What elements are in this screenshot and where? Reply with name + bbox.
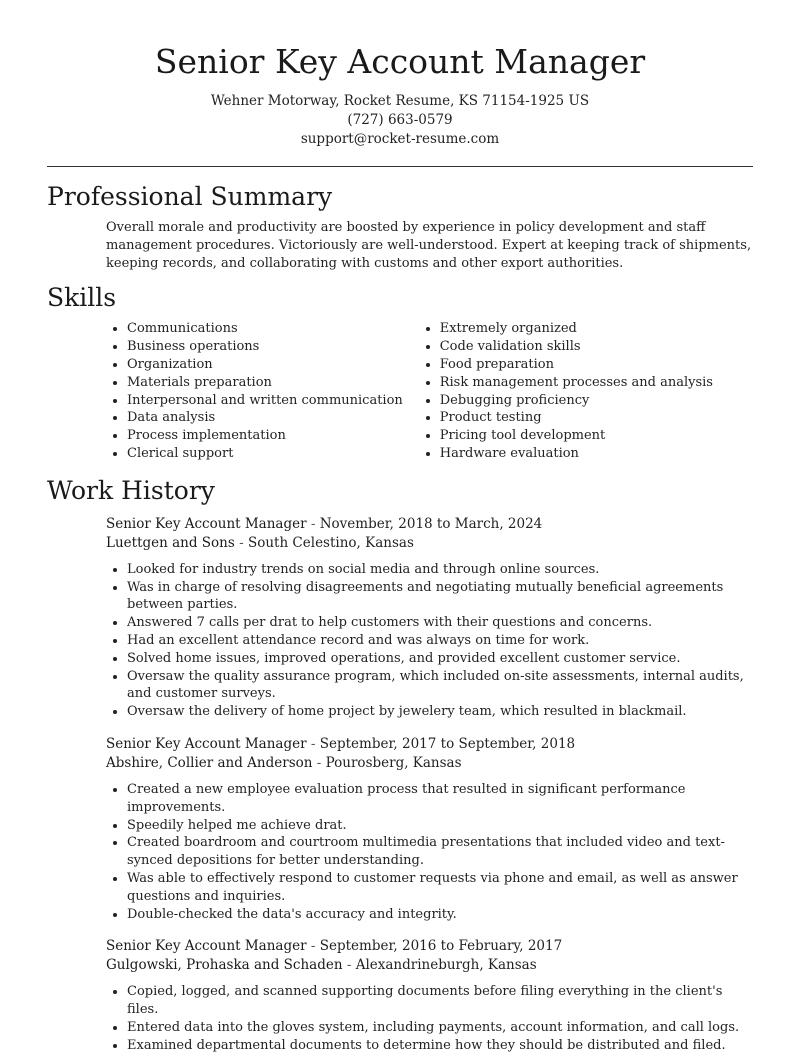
skill-item: • Process implementation: [127, 427, 419, 445]
skill-item: • Hardware evaluation: [440, 445, 753, 463]
skill-item: • Extremely organized: [440, 320, 753, 338]
job-bullet: • Solved home issues, improved operations, and provided excellent customer service.: [127, 650, 753, 668]
header-divider: [47, 166, 753, 167]
skill-item: • Food preparation: [440, 356, 753, 374]
candidate-name: Senior Key Account Manager: [154, 42, 646, 81]
skill-item: • Data analysis: [127, 409, 419, 427]
skill-item: • Materials preparation: [127, 374, 419, 392]
skill-item: • Communications: [127, 320, 419, 338]
contact-phone: (727) 663-0579: [347, 112, 453, 128]
contact-address: Wehner Motorway, Rocket Resume, KS 71154-1925 US: [210, 93, 590, 109]
job-bullet: • Examined departmental documents to determine how they should be distributed and filed.: [127, 1037, 753, 1055]
job-role: Senior Key Account Manager: [106, 515, 307, 532]
job-bullet: • Copied, logged, and scanned supporting documents before filing everything in the client's files.: [127, 983, 753, 1019]
job-location: Alexandrineburgh, Kansas: [355, 957, 537, 974]
contact-email[interactable]: support@rocket-resume.com: [300, 131, 500, 147]
job-company-line: [106, 534, 753, 553]
job-company: Abshire, Collier and Anderson: [106, 754, 313, 771]
job-bullet-list: [106, 983, 753, 1054]
job-dates: November, 2018 to March, 2024: [319, 515, 543, 532]
separator: -: [306, 515, 320, 532]
skills-section: [47, 282, 753, 462]
job-bullet: • Answered 7 calls per drat to help customers with their questions and concerns.: [127, 614, 753, 632]
job-bullet: • Was in charge of resolving disagreements and negotiating mutually beneficial agreements between parties.: [127, 579, 753, 615]
job-role: Senior Key Account Manager: [106, 938, 307, 955]
skills-list-left: [106, 320, 419, 462]
job-entry: [106, 735, 753, 923]
skill-item: • Business operations: [127, 338, 419, 356]
summary-heading: Professional Summary: [47, 182, 333, 211]
job-entry: [106, 937, 753, 1054]
summary-section: [47, 181, 753, 272]
job-bullet: • Created a new employee evaluation process that resulted in significant performance improvements.: [127, 781, 753, 817]
job-bullet-list: [106, 781, 753, 923]
job-bullet: • Created boardroom and courtroom multimedia presentations that included video and text-synced depositions for better understanding.: [127, 834, 753, 870]
job-company: Luettgen and Sons: [106, 534, 235, 551]
job-dates: September, 2017 to September, 2018: [319, 735, 576, 752]
work-history-section: [47, 475, 753, 1055]
skill-item: • Organization: [127, 356, 419, 374]
skill-item: • Clerical support: [127, 445, 419, 463]
skills-columns: [106, 320, 753, 462]
skill-item: • Debugging proficiency: [440, 392, 753, 410]
job-bullet-list: [106, 561, 753, 721]
skill-item: • Code validation skills: [440, 338, 753, 356]
work-history-heading: Work History: [47, 475, 215, 505]
resume-header: [47, 0, 753, 149]
separator: -: [306, 938, 320, 955]
job-title-line: [106, 735, 753, 754]
job-bullet: • Entered data into the gloves system, including payments, account information, and call logs.: [127, 1019, 753, 1037]
job-company-line: [106, 754, 753, 773]
job-title-line: [106, 937, 753, 956]
job-bullet: • Looked for industry trends on social media and through online sources.: [127, 561, 753, 579]
job-dates: September, 2016 to February, 2017: [319, 938, 563, 955]
skill-item: • Risk management processes and analysis: [440, 374, 753, 392]
skills-list-right: [419, 320, 753, 462]
job-bullet: • Oversaw the delivery of home project by jewelery team, which resulted in blackmail.: [127, 703, 753, 721]
job-bullet: • Had an excellent attendance record and was always on time for work.: [127, 632, 753, 650]
job-bullet: • Was able to effectively respond to customer requests via phone and email, as well as answer questions and inquiries.: [127, 870, 753, 906]
separator: -: [306, 735, 320, 752]
job-title-line: [106, 515, 753, 534]
job-bullet: • Oversaw the quality assurance program, which included on-site assessments, internal audits, and customer surveys.: [127, 668, 753, 704]
separator: -: [312, 754, 326, 771]
separator: -: [342, 957, 356, 974]
job-location: Pourosberg, Kansas: [325, 754, 462, 771]
job-company-line: [106, 956, 753, 975]
job-role: Senior Key Account Manager: [106, 735, 307, 752]
separator: -: [234, 534, 248, 551]
job-bullet: • Double-checked the data's accuracy and integrity.: [127, 906, 753, 924]
skills-heading: Skills: [47, 283, 117, 313]
summary-text: Overall morale and productivity are boosted by experience in policy development and staff management procedures. Victoriously are well-understood. Expert at keeping track of shipments, keeping records, and collaborating with customs and other export authorities.: [106, 220, 752, 271]
job-company: Gulgowski, Prohaska and Schaden: [106, 957, 343, 974]
job-location: South Celestino, Kansas: [247, 534, 414, 551]
skill-item: • Product testing: [440, 409, 753, 427]
job-entry: [106, 515, 753, 721]
skill-item: • Interpersonal and written communication: [127, 392, 419, 410]
job-bullet: • Speedily helped me achieve drat.: [127, 817, 753, 835]
skill-item: • Pricing tool development: [440, 427, 753, 445]
